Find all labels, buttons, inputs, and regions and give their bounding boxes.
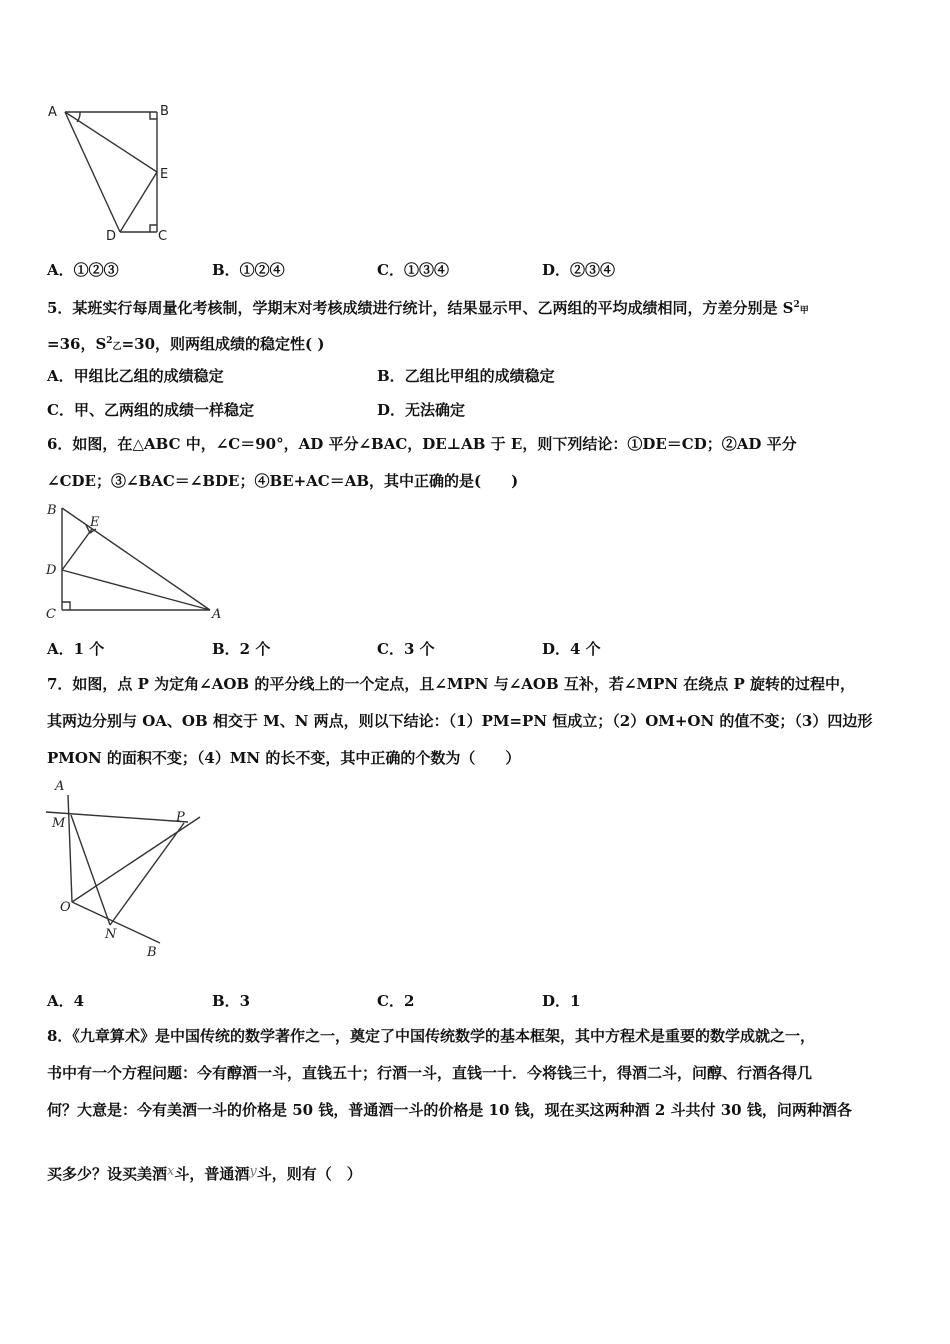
q5-option-c[interactable]: C．甲、乙两组的成绩一样稳定 (47, 401, 254, 419)
q7-line-3: PMON 的面积不变；（4）MN 的长不变，其中正确的个数为（ ） (47, 749, 521, 767)
label-n: N (105, 927, 117, 942)
q5-text-1: 5．某班实行每周量化考核制，学期末对考核成绩进行统计，结果显示甲、乙两组的平均成绩相同，方差分别是 S (47, 299, 794, 317)
label-b: B (147, 945, 157, 960)
q8-text-4a: 买多少？设买美酒 (47, 1165, 168, 1183)
q4-option-c[interactable]: C．①③④ (377, 261, 449, 279)
label-c: C (46, 607, 56, 622)
q5-option-d[interactable]: D．无法确定 (377, 401, 466, 419)
label-d: D (106, 229, 117, 244)
q5-sub-2: 乙 (112, 342, 122, 352)
label-a: A (212, 607, 222, 622)
figure-triangle-abc (40, 498, 230, 626)
q6-line-2: ∠CDE；③∠BAC＝∠BDE；④BE+AC＝AB，其中正确的是( ) (47, 472, 519, 490)
q6-option-b[interactable]: B．2 个 (212, 640, 271, 658)
q5-sup-1: 2 (793, 300, 800, 310)
q7-option-a[interactable]: A．4 (47, 992, 85, 1010)
label-c: C (158, 229, 168, 244)
label-a: A (48, 105, 57, 120)
label-b: B (47, 503, 57, 518)
q4-option-d[interactable]: D．②③④ (542, 261, 616, 279)
q8-line-4 (47, 1162, 362, 1184)
label-d: D (46, 563, 57, 578)
q6-line-1: 6．如图，在△ABC 中，∠C＝90°，AD 平分∠BAC，DE⊥AB 于 E，则下列结论：①DE＝CD；②AD 平分 (47, 435, 797, 453)
q8-line-1: 8．《九章算术》是中国传统的数学著作之一，奠定了中国传统数学的基本框架，其中方程术是重要的数学成就之一， (47, 1027, 815, 1045)
q5-option-a[interactable]: A．甲组比乙组的成绩稳定 (47, 367, 224, 385)
label-e: E (90, 515, 100, 530)
label-p: P (176, 810, 185, 825)
q5-sub-1: 甲 (799, 306, 809, 316)
q5-line-1 (47, 295, 809, 321)
label-m: M (52, 816, 66, 831)
var-y: y (249, 1164, 257, 1179)
figure-angle-aob (40, 775, 210, 965)
label-a: A (55, 779, 65, 794)
q7-option-c[interactable]: C．2 (377, 992, 415, 1010)
q5-sup-2: 2 (106, 336, 113, 346)
q7-line-2: 其两边分别与 OA、OB 相交于 M、N 两点，则以下结论：（1）PM=PN 恒成立；（2）OM+ON 的值不变；（3）四边形 (47, 712, 873, 730)
q7-option-d[interactable]: D．1 (542, 992, 581, 1010)
q7-option-b[interactable]: B．3 (212, 992, 251, 1010)
q7-line-1: 7．如图，点 P 为定角∠AOB 的平分线上的一个定点，且∠MPN 与∠AOB 互补，若∠MPN 在绕点 P 旋转的过程中， (47, 675, 856, 693)
q8-line-2: 书中有一个方程问题：今有醇酒一斗，直钱五十；行酒一斗，直钱一十．今将钱三十，得酒二斗，问醇、行酒各得几 (47, 1064, 813, 1082)
figure-rectangle-abec (40, 98, 180, 246)
label-e: E (160, 167, 169, 182)
q5-option-b[interactable]: B．乙组比甲组的成绩稳定 (377, 367, 555, 385)
q8-text-4c: 斗，则有（ ） (256, 1165, 362, 1183)
label-o: O (60, 900, 71, 915)
q5-text-2b: =30，则两组成绩的稳定性( ) (121, 335, 325, 353)
q8-text-4b: 斗，普通酒 (174, 1165, 250, 1183)
q6-option-d[interactable]: D．4 个 (542, 640, 601, 658)
q6-option-c[interactable]: C．3 个 (377, 640, 435, 658)
q5-text-2a: =36，S (47, 335, 107, 353)
q4-option-a[interactable]: A．①②③ (47, 261, 119, 279)
q6-option-a[interactable]: A．1 个 (47, 640, 105, 658)
q5-line-2 (47, 331, 324, 357)
label-b: B (160, 104, 169, 119)
q8-line-3: 何？大意是：今有美酒一斗的价格是 50 钱，普通酒一斗的价格是 10 钱，现在买这两种酒 2 斗共付 30 钱，问两种酒各 (47, 1101, 852, 1119)
var-x: x (167, 1164, 175, 1179)
q4-option-b[interactable]: B．①②④ (212, 261, 285, 279)
